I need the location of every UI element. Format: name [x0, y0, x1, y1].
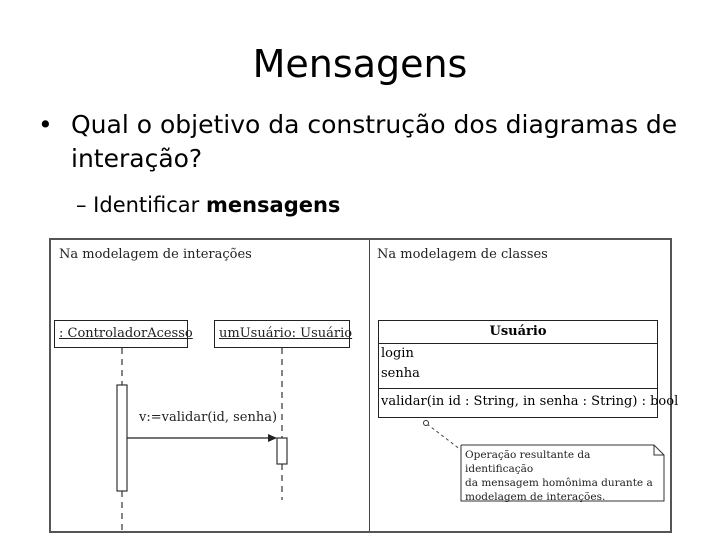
- uml-figure: [49, 238, 679, 533]
- left-panel-title: Na modelagem de interações: [59, 247, 252, 262]
- sub-bullet: [76, 191, 340, 219]
- note-line-1: Operação resultante da identificação: [465, 449, 591, 475]
- note-connector: [427, 424, 461, 450]
- bullet-dot: •: [38, 110, 53, 139]
- note-line-3: modelagem de interações.: [465, 491, 606, 503]
- note: [461, 445, 664, 501]
- activation-bar-1: [117, 385, 127, 491]
- class-attributes: [379, 344, 657, 389]
- message-arrowhead: [268, 434, 277, 442]
- lifeline-2-box: [214, 320, 353, 348]
- class-name: Usuário: [379, 321, 657, 344]
- note-line-2: da mensagem homônima durante a: [465, 477, 653, 489]
- activation-bar-2: [277, 438, 287, 464]
- lifeline-1-label: : ControladorAcesso: [59, 326, 193, 341]
- sub-bullet-bold: mensagens: [205, 193, 341, 217]
- message-label: v:=validar(id, senha): [139, 410, 278, 425]
- bullet-text: Qual o objetivo da construção dos diagramas de interação?: [71, 110, 678, 173]
- slide-title: Mensagens: [252, 42, 468, 86]
- attribute-senha: senha: [381, 366, 420, 381]
- lifeline-1-box: [54, 320, 193, 348]
- right-panel-title: Na modelagem de classes: [377, 247, 548, 262]
- sub-bullet-prefix: – Identificar: [76, 193, 206, 217]
- class-usuario: [378, 320, 679, 418]
- attribute-login: login: [381, 346, 414, 361]
- lifeline-2-label: umUsuário: Usuário: [219, 326, 353, 341]
- bullet-question: [38, 108, 682, 176]
- class-operation: validar(in id : String, in senha : String) : bool: [381, 394, 679, 409]
- note-anchor: [424, 421, 429, 426]
